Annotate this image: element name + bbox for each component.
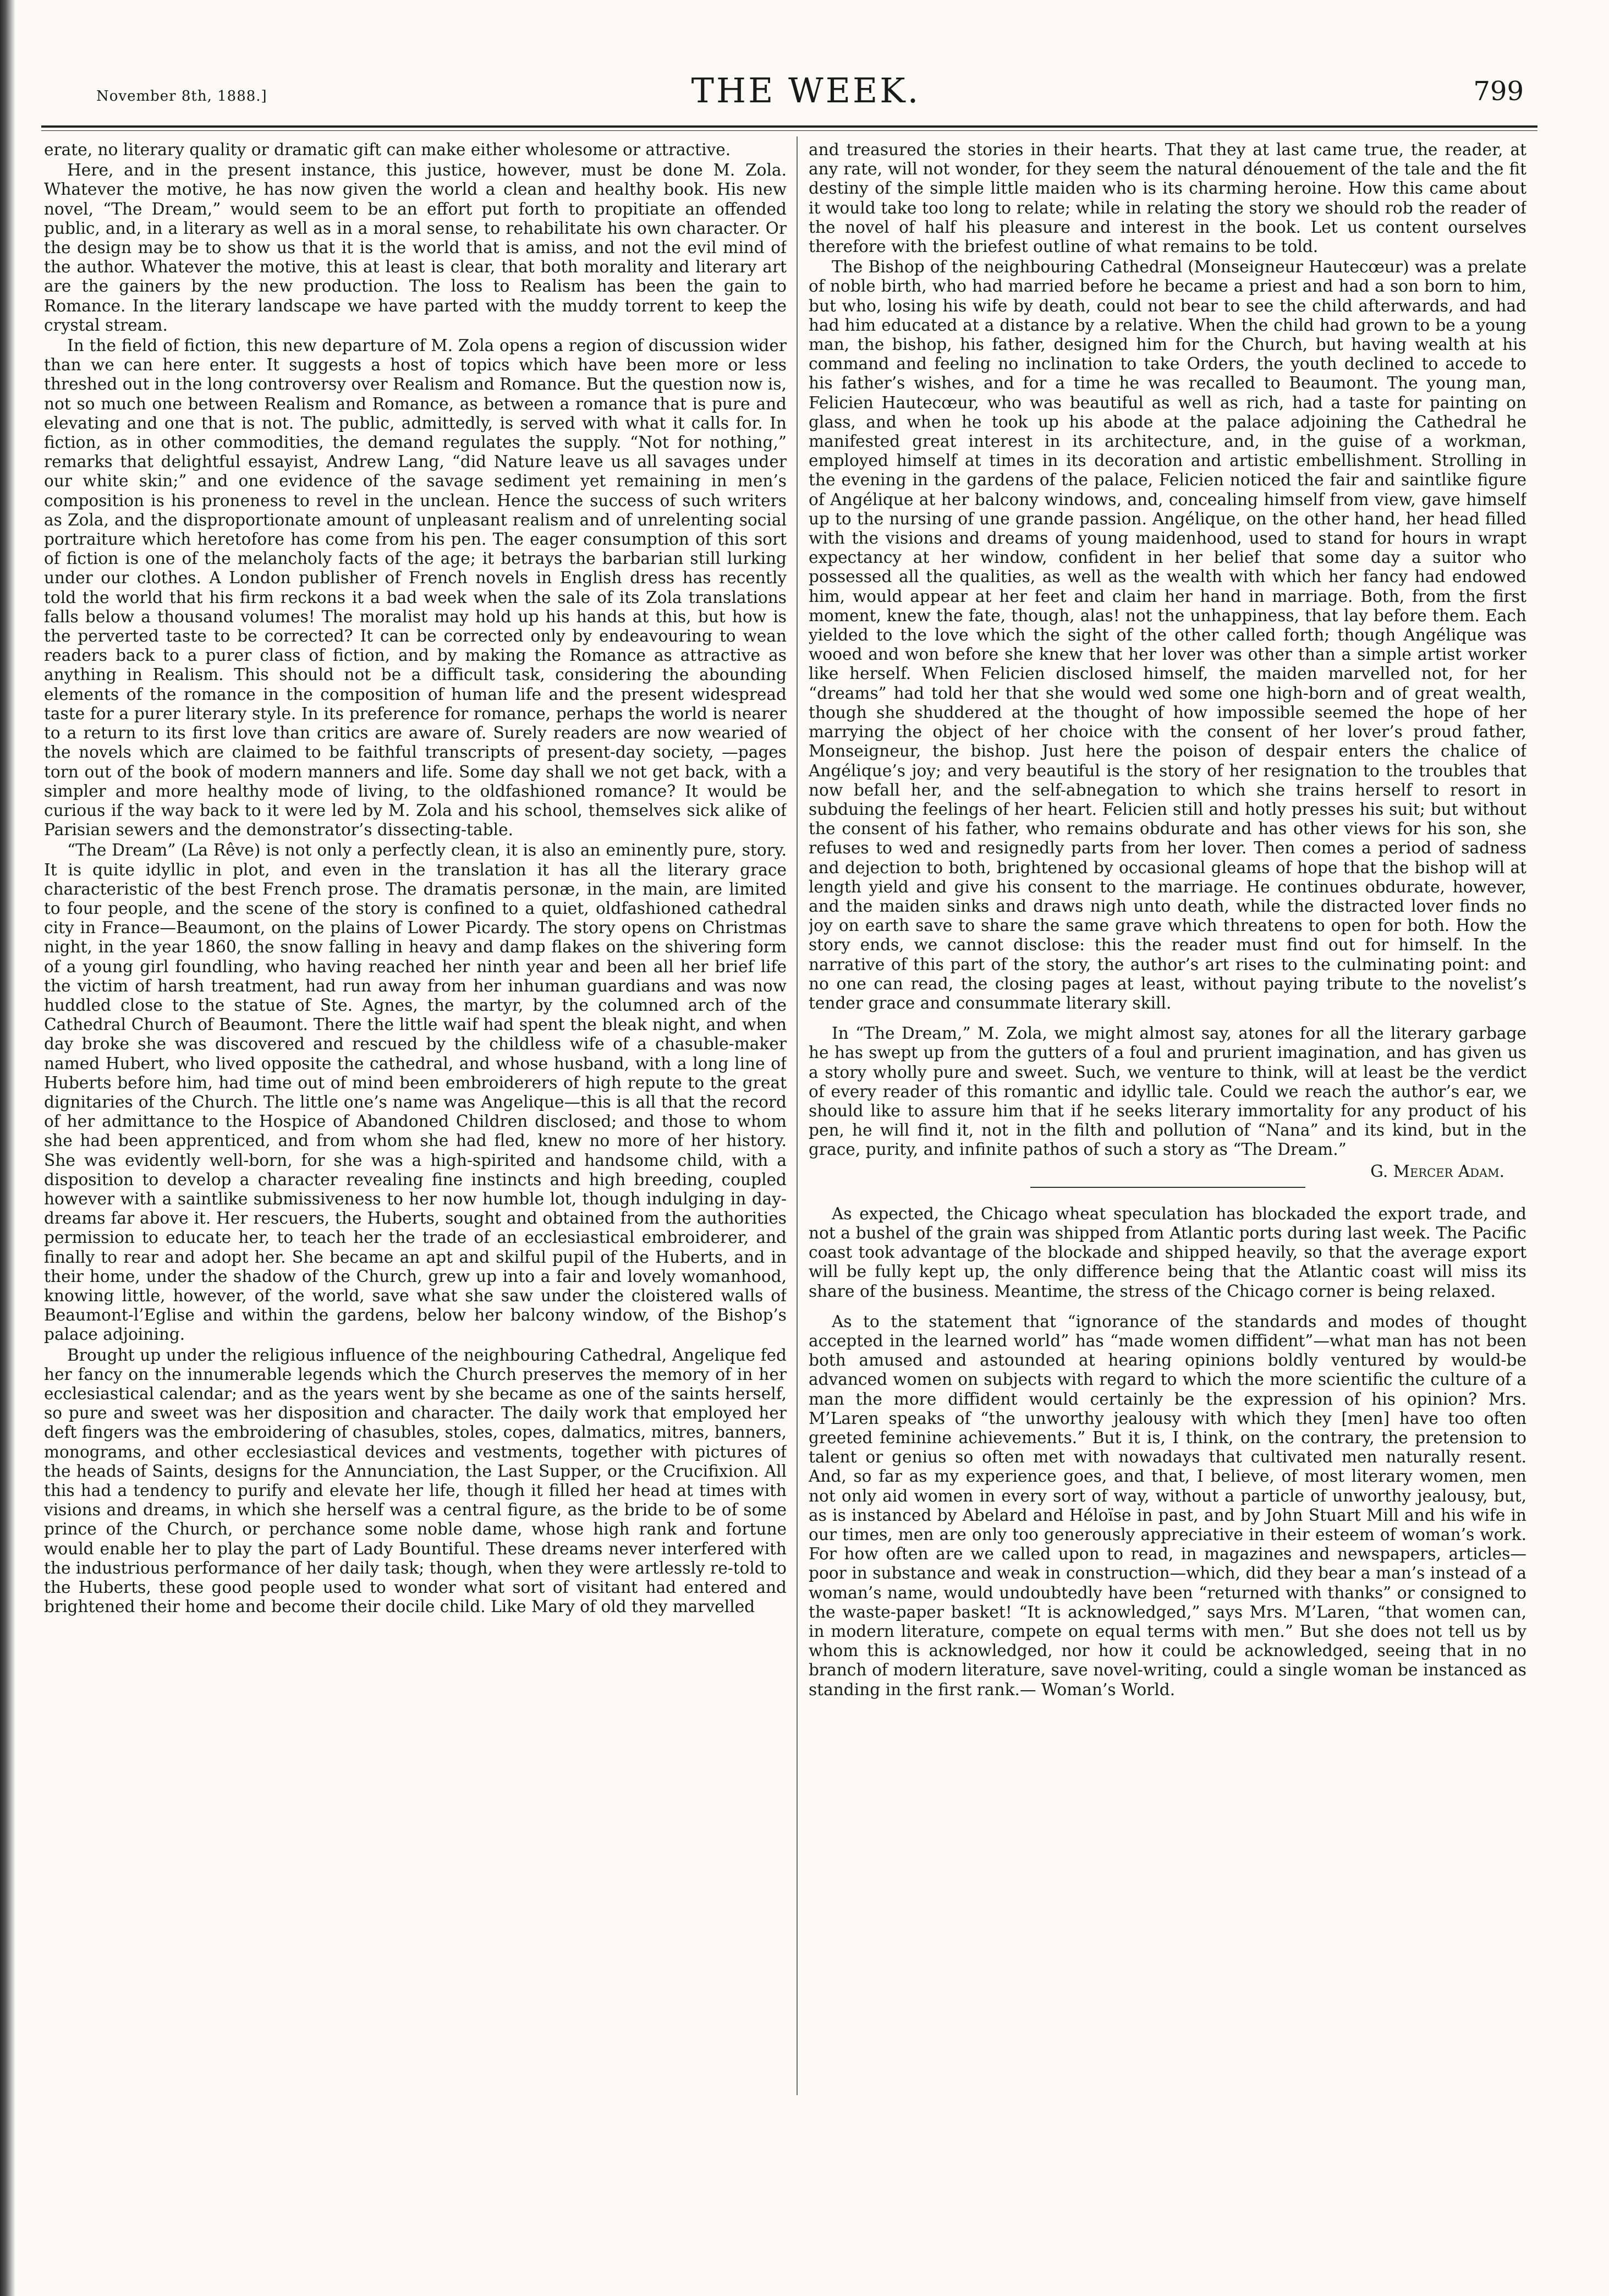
paragraph: and treasured the stories in their hearts. That they at last came true, the reader, at any rate, will not wonder, for they seem the natural dénouement of the tale and the fit destiny of the simple little maiden who is its charming heroine. How this came about it would take too long to relate; while in relating the story we should rob the reader of the novel of half his pleasure and interest in the book. Let us content ourselves therefore with the briefest outline of what remains to be told.: [809, 140, 1526, 256]
paragraph: Here, and in the present instance, this justice, however, must be done M. Zola. Whatever the motive, he has now given the world a clean and healthy book. His new novel, “The Dream,” would seem to be an effort put forth to propitiate an offended public, and, in a literary as well as in a moral sense, to rehabilitate his own character. Or the design may be to show us that it is the world that is amiss, and not the evil mind of the author. Whatever the motive, this at least is clear, that both morality and literary art are the gainers by the new production. The loss to Realism has been the gain to Romance. In the literary landscape we have parted with the muddy torrent to keep the crystal stream.: [44, 161, 787, 335]
page-header: [52, 70, 1559, 120]
paragraph: “The Dream” (La Rêve) is not only a perfectly clean, it is also an eminently pure, story. It is quite idyllic in plot, and even in the translation it has all the literary grace characteristic of the best French prose. The dramatis personæ, in the main, are limited to four people, and the scene of the story is confined to a quiet, oldfashioned cathedral city in France—Beaumont, on the plains of Lower Picardy. The story opens on Christmas night, in the year 1860, the snow falling in heavy and damp flakes on the shivering form of a young girl foundling, who having reached her ninth year and been all her brief life the victim of harsh treatment, had run away from her inhuman guardians and was now huddled close to the statue of Ste. Agnes, the martyr, by the columned arch of the Cathedral Church of Beaumont. There the little waif had spent the bleak night, and when day broke she was discovered and rescued by the childless wife of a chasuble-maker named Hubert, who lived opposite the cathedral, and whose husband, with a long line of Huberts before him, had time out of mind been embroiderers of high repute to the great dignitaries of the Church. The little one’s name was Angelique—this is all that the record of her admittance to the Hospice of Abandoned Children disclosed; and those to whom she had been apprenticed, and from whom she had fled, knew no more of her history. She was evidently well-born, for she was a high-spirited and handsome child, with a disposition to develop a character revealing fine instincts and high breeding, coupled however with a saintlike submissiveness to her now humble lot, though indulging in day-dreams far above it. Her rescuers, the Huberts, sought and obtained from the authorities permission to educate her, to teach her the trade of an ecclesiastical embroiderer, and finally to rear and adopt her. She became an apt and skilful pupil of the Huberts, and in their home, under the shadow of the Church, grew up into a fair and lovely womanhood, knowing little, however, of the world, save what she saw under the cloistered walls of Beaumont-l’Eglise and within the gardens, below her balcony window, of the Bishop’s palace adjoining.: [44, 841, 787, 1344]
author-signature: G. Mercer Adam.: [1370, 1161, 1504, 1181]
masthead-title: THE WEEK.: [691, 70, 921, 111]
paragraph: In “The Dream,” M. Zola, we might almost say, atones for all the literary garbage he has swept up from the gutters of a foul and prurient imagination, and has given us a story wholly pure and sweet. Such, we venture to think, will at least be the verdict of every reader of this romantic and idyllic tale. Could we reach the author’s ear, we should like to assure him that if he seeks literary immortality for any product of his pen, he will find it, not in the filth and pollution of “Nana” and its kind, but in the grace, purity, and infinite pathos of such a story as “The Dream.”: [809, 1024, 1526, 1159]
paragraph: erate, no literary quality or dramatic gift can make either wholesome or attractive.: [44, 140, 731, 159]
paragraph: The Bishop of the neighbouring Cathedral (Monseigneur Hautecœur) was a prelate of noble birth, who had married before he became a priest and had a son born to him, but who, losing his wife by death, could not bear to see the child afterwards, and had had him educated at a distance by a relative. When the child had grown to be a young man, the bishop, his father, designed him for the Church, but having wealth at his command and feeling no inclination to take Orders, the youth declined to accede to his father’s wishes, and for a time he was recalled to Beaumont. The young man, Felicien Hautecœur, who was beautiful as well as rich, had a taste for painting on glass, and when he took up his abode at the palace adjoining the Cathedral he manifested great interest in its architecture, and, in the guise of a workman, employed himself at times in its decoration and artistic embellishment. Strolling in the evening in the gardens of the palace, Felicien noticed the fair and saintlike figure of Angélique at her balcony windows, and, concealing himself from view, gave himself up to the nursing of une grande passion. Angélique, on the other hand, her head filled with the visions and dreams of young maidenhood, used to stand for hours in wrapt expectancy at her window, confident in her belief that some day a suitor who possessed all the qualities, as well as the wealth with which her fancy had endowed him, would appear at her feet and claim her hand in marriage. Both, from the first moment, knew the fate, though, alas! not the unhappiness, that lay before them. Each yielded to the love which the sight of the other called forth; though Angélique was wooed and won before she knew that her lover was other than a simple artist worker like herself. When Felicien disclosed himself, the maiden marvelled not, for her “dreams” had told her that she would wed some one high-born and of great wealth, though she shuddered at the thought of how impossible seemed the hope of her marrying the object of her choice with the consent of her lover’s proud father, Monseigneur, the bishop. Just here the poison of despair enters the chalice of Angélique’s joy; and very beautiful is the story of her resignation to the troubles that now befall her, and the self-abnegation to which she trains herself to resort in subduing the feelings of her heart. Felicien still and hotly presses his suit; but without the consent of his father, who remains obdurate and has other views for his son, she refuses to wed and resignedly parts from her lover. Then comes a period of sadness and dejection to both, brightened by occasional gleams of hope that the bishop will at length yield and give his consent to the marriage. He continues obdurate, however, and the maiden sinks and draws nigh unto death, while the distracted lover finds no joy on earth save to share the same grave which threatens to open for both. How the story ends, we cannot disclose: this the reader must find out for himself. In the narrative of this part of the story, the author’s art rises to the culminating point: and no one can read, the closing pages at least, without paying tribute to the novelist’s tender grace and consummate literary skill.: [809, 257, 1526, 1012]
paragraph: As to the statement that “ignorance of the standards and modes of thought accepted in the learned world” has “made women diffident”—what man has not been both amused and astounded at hearing opinions boldly ventured by would-be advanced women on subjects with regard to which the more scientific the culture of a man the more diffident would certainly be the expression of his opinion? Mrs. M’Laren speaks of “the unworthy jealousy with which they [men] have too often greeted feminine achievements.” But it is, I think, on the contrary, the pretension to talent or genius so often met with nowadays that cultivated men naturally resent. And, so far as my experience goes, and that, I believe, of most literary women, men not only aid women in every sort of way, without a particle of unworthy jealousy, but, as is instanced by Abelard and Héloïse in past, and by John Stuart Mill and his wife in our times, men are only too generously appreciative in their esteem of woman’s work. For how often are we called upon to read, in magazines and newspapers, articles—poor in substance and weak in construction—which, did they bear a man’s instead of a woman’s name, would undoubtedly have been “returned with thanks” or consigned to the waste-paper basket! “It is acknowledged,” says Mrs. M’Laren, “that women can, in modern literature, compete on equal terms with men.” But she does not tell us by whom this is acknowledged, nor how it could be acknowledged, seeing that in no branch of modern literature, save novel-writing, could a single woman be instanced as standing in the first rank.— Woman’s World.: [809, 1312, 1526, 1699]
paragraph: As expected, the Chicago wheat speculation has blockaded the export trade, and not a bushel of the grain was shipped from Atlantic ports during last week. The Pacific coast took advantage of the blockade and shipped heavily, so that the average export will be fully kept up, the only difference being that the Atlantic coast will miss its share of the business. Meantime, the stress of the Chicago corner is being relaxed.: [809, 1204, 1526, 1301]
issue-date: November 8th, 1888.]: [96, 88, 267, 105]
spacer: [809, 1014, 1526, 1024]
header-rule: [41, 125, 1537, 131]
spacer: [809, 1302, 1526, 1312]
column-divider: [797, 136, 798, 2095]
paragraph: Brought up under the religious influence of the neighbouring Cathedral, Angelique fed her fancy on the innumerable legends which the Church preserves the memory of in her ecclesiastical calendar; and as the years went by she became as one of the saints herself, so pure and sweet was her disposition and character. The daily work that employed her deft fingers was the embroidering of chasubles, stoles, copes, dalmatics, mitres, banners, monograms, and other ecclesiastical devices and vestments, together with pictures of the heads of Saints, designs for the Annunciation, the Last Supper, or the Crucifixion. All this had a tendency to purify and elevate her life, though it filled her head at times with visions and dreams, in which she herself was a central figure, as the bride to be of some prince of the Church, or perchance some noble dame, whose high rank and fortune would enable her to play the part of Lady Bountiful. These dreams never interfered with the industrious performance of her daily task; though, when they were artlessly re-told to the Huberts, these good people used to wonder what sort of visitant had entered and brightened their home and become their docile child. Like Mary of old they marvelled: [44, 1345, 787, 1616]
paragraph: In the field of fiction, this new departure of M. Zola opens a region of discussion wider than we can here enter. It suggests a host of topics which have been more or less threshed out in the long controversy over Realism and Romance. But the question now is, not so much one between Realism and Romance, as between a romance that is pure and elevating and one that is not. The public, admittedly, is served with what it calls for. In fiction, as in other commodities, the demand regulates the supply. “Not for nothing,” remarks that delightful essayist, Andrew Lang, “did Nature leave us all savages under our white skin;” and one evidence of the savage sediment yet remaining in men’s composition is his proneness to revel in the unclean. Hence the success of such writers as Zola, and the disproportionate amount of unpleasant realism and of unrelenting social portraiture which heretofore has come from his pen. The eager consumption of this sort of fiction is one of the melancholy facts of the age; it betrays the barbarian still lurking under our clothes. A London publisher of French novels in English dress has recently told the world that his firm reckons it a bad week when the sale of its Zola translations falls below a thousand volumes! The moralist may hold up his hands at this, but how is the perverted taste to be corrected? It can be corrected only by endeavouring to wean readers back to a purer class of fiction, and by making the Romance as attractive as anything in Realism. This should not be a difficult task, considering the abounding elements of the romance in the composition of human life and the present widespread taste for a purer literary style. In its preference for romance, perhaps the world is nearer to a return to its first love than critics are aware of. Surely readers are now wearied of the novels which are claimed to be faithful transcripts of present-day society, —pages torn out of the book of modern manners and life. Some day shall we not get back, with a simpler and more healthy mode of living, to the oldfashioned romance? It would be curious if the way back to it were led by M. Zola and his school, themselves sick alike of Parisian sewers and the demonstrator’s dissecting-table.: [44, 336, 787, 840]
binding-edge: [0, 0, 15, 2296]
right-column: [809, 140, 1526, 2176]
left-column: [44, 140, 787, 2176]
page-number: 799: [1473, 76, 1524, 107]
section-rule: [1030, 1187, 1305, 1188]
